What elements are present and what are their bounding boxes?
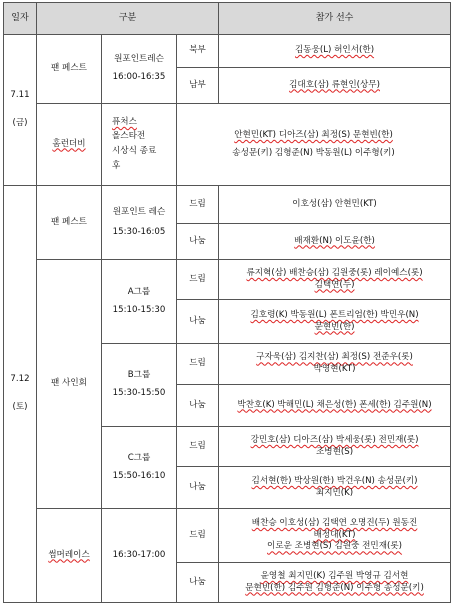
group-a-dream-players: 류지혁(삼) 배찬승(삼) 김원중(롯) 레이예스(롯) 김택연(두) <box>219 260 451 300</box>
group-a-dream-row <box>4 260 451 300</box>
summer-nanum-label: 나눔 <box>177 563 219 603</box>
header-category: 구분 <box>37 3 219 35</box>
group-a-dream-label: 드림 <box>177 260 219 300</box>
day2-sign-label: 팬 사인회 <box>37 260 102 509</box>
schedule-table <box>3 2 451 603</box>
header-players: 참가 선수 <box>219 3 451 35</box>
group-a-nanum-players: 김호령(K) 박동원(L) 폰트리엄(한) 박민우(N) 문현빈(한) <box>219 300 451 344</box>
group-b-nanum-players: 박찬호(K) 박해민(L) 채은성(한) 폰세(한) 김주원(N) <box>219 385 451 427</box>
day1-home-run-row <box>4 104 451 186</box>
group-b-dream-players: 구자욱(삼) 김지찬(삼) 최정(S) 전준우(롯) 박영현(KT) <box>219 344 451 385</box>
day1-date-cell <box>4 35 37 186</box>
group-c-cell: C그룹 15:50-16:10 <box>102 427 177 509</box>
day1-north-players: 김동웅(L) 허인서(한) <box>219 35 451 68</box>
day2-weekday: (토) <box>12 402 28 412</box>
day1-fan-test-label: 팬 페스트 <box>37 35 102 104</box>
day2-fan-test-dream-players: 이호성(삼) 안현민(KT) <box>219 186 451 224</box>
summer-nanum-players: 윤영철 최지민(K) 김주원 박영규 김서현 문현빈(한) 김주원 김형준(N) 이주형 송성문(키) <box>219 563 451 603</box>
summer-time: 16:30-17:00 <box>102 509 177 603</box>
group-a-cell: A그룹 15:10-15:30 <box>102 260 177 344</box>
day2-date: 7.12 <box>10 374 30 385</box>
day1-south-label: 남부 <box>177 68 219 104</box>
header-row <box>4 3 451 35</box>
day2-fan-test-activity-cell: 원포인트 레슨 15:30-16:05 <box>102 186 177 260</box>
day1-north-label: 북부 <box>177 35 219 68</box>
group-b-dream-label: 드림 <box>177 344 219 385</box>
group-b-cell: B그룹 15:30-15:50 <box>102 344 177 427</box>
group-c-nanum-label: 나눔 <box>177 467 219 509</box>
summer-dream-row <box>4 509 451 563</box>
day1-fan-test-activity-cell <box>102 35 177 104</box>
day2-fan-test-nanum-label: 나눔 <box>177 224 219 260</box>
group-c-dream-label: 드림 <box>177 427 219 467</box>
day1-home-run-activity-cell: 퓨처스 올스타전 시상식 종료 후 <box>102 104 177 186</box>
day1-fan-test-time: 16:00-16:35 <box>112 72 166 82</box>
summer-label: 썸머레이스 <box>37 509 102 603</box>
group-c-dream-players: 강민호(삼) 디아즈(삼) 박세웅(롯) 전민재(롯) 조병현(S) <box>219 427 451 467</box>
day1-fan-test-north-row <box>4 35 451 68</box>
header-date: 일자 <box>4 3 37 35</box>
group-b-nanum-label: 나눔 <box>177 385 219 427</box>
group-a-nanum-label: 나눔 <box>177 300 219 344</box>
summer-dream-label: 드림 <box>177 509 219 563</box>
day2-fan-test-dream-row <box>4 186 451 224</box>
day1-fan-test-activity: 원포인트레슨 <box>114 54 164 65</box>
day1-date: 7.11 <box>10 90 30 101</box>
day1-home-run-players: 안현민(KT) 디아즈(삼) 최정(S) 문현빈(한) 송성문(키) 김형준(N) 박동원(L) 이주형(키) <box>177 104 451 186</box>
day2-fan-test-nanum-players: 배재환(N) 이도윤(한) <box>219 224 451 260</box>
day2-date-cell <box>4 186 37 603</box>
day2-fan-test-dream-label: 드림 <box>177 186 219 224</box>
day2-fan-test-label: 팬 페스트 <box>37 186 102 260</box>
group-c-nanum-players: 김서현(한) 박상원(한) 박건우(N) 송성문(키) 최지민(K) <box>219 467 451 509</box>
summer-dream-players: 배찬승 이호성(삼) 김택연 오명진(두) 원동진 배정대(KT) 이로운 조병현(S) 김원중 전민재(롯) <box>219 509 451 563</box>
day1-south-players: 김대호(삼) 류현인(상무) <box>219 68 451 104</box>
day1-weekday: (금) <box>12 118 28 128</box>
day1-home-run-label: 홈런더비 <box>37 104 102 186</box>
